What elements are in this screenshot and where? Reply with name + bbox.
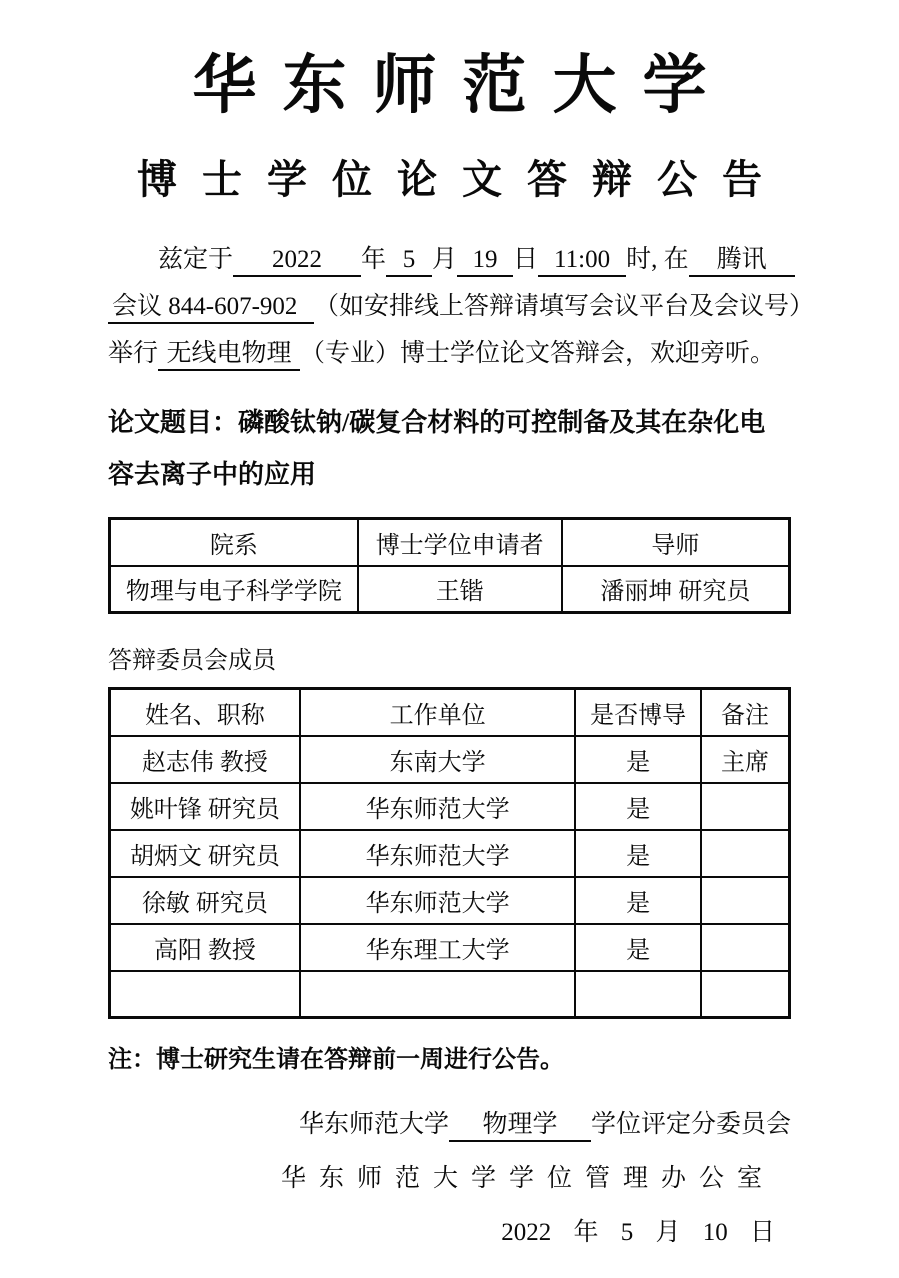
- committee-member-affiliation: 华东师范大学: [300, 783, 575, 830]
- university-title: 华东师范大学: [192, 50, 733, 121]
- thesis-title-label: 论文题目：: [108, 408, 239, 437]
- thesis-title-text: 磷酸钛钠/碳复合材料的可控制备及其在杂化电容去离子中的应用: [108, 408, 766, 489]
- committee-member-supervisor-flag: 是: [575, 877, 701, 924]
- committee-member-name: 胡炳文 研究员: [110, 830, 300, 877]
- committee-member-name: 赵志伟 教授: [110, 736, 300, 783]
- committee-header-affiliation: 工作单位: [300, 689, 575, 736]
- committee-member-name: 徐敏 研究员: [110, 877, 300, 924]
- committee-member-remark: [701, 971, 789, 1018]
- venue-value-part1: 腾讯: [689, 245, 795, 277]
- committee-row: [110, 830, 790, 877]
- committee-empty-row: [110, 971, 790, 1018]
- committee-row: [110, 736, 790, 783]
- committee-section-label: 答辩委员会成员: [108, 648, 276, 674]
- committee-header-remarks: 备注: [701, 689, 789, 736]
- subcommittee-signature-line: [108, 1108, 791, 1142]
- committee-member-remark: [701, 783, 789, 830]
- committee-member-remark: [701, 877, 789, 924]
- signature-block: [108, 1108, 791, 1250]
- committee-header-row: [110, 689, 790, 736]
- signature-date-line: 2022 年 5 月 10 日: [501, 1219, 775, 1246]
- applicant-table-header-row: [110, 519, 790, 566]
- subcommittee-suffix: 学位评定分委员会: [590, 1111, 791, 1138]
- committee-member-affiliation: 华东师范大学: [300, 830, 575, 877]
- subcommittee-prefix: 华东师范大学: [298, 1111, 449, 1138]
- time-value: 11:00: [538, 245, 626, 277]
- degree-office-signature-line: 华东师范大学学位管理办公室: [280, 1165, 775, 1192]
- applicant-name-cell: 王锴: [358, 566, 562, 613]
- applicant-header-advisor: 导师: [562, 519, 790, 566]
- committee-header-doctoral-supervisor: 是否博导: [575, 689, 701, 736]
- committee-row: [110, 783, 790, 830]
- day-label: 日: [513, 246, 539, 273]
- committee-member-affiliation: [300, 971, 575, 1018]
- schedule-line-3: [108, 330, 791, 377]
- applicant-table-row: [110, 566, 790, 613]
- committee-member-supervisor-flag: 是: [575, 830, 701, 877]
- major-value: 无线电物理: [158, 339, 300, 371]
- committee-member-remark: [701, 830, 789, 877]
- committee-member-remark: 主席: [701, 736, 789, 783]
- year-value: 2022: [233, 245, 361, 277]
- schedule-paragraph: [108, 236, 815, 377]
- committee-member-supervisor-flag: 是: [575, 924, 701, 971]
- applicant-table: [108, 517, 791, 614]
- committee-member-name: 高阳 教授: [110, 924, 300, 971]
- subcommittee-major-value: 物理学: [449, 1110, 591, 1142]
- committee-member-supervisor-flag: 是: [575, 783, 701, 830]
- committee-row: [110, 877, 790, 924]
- month-label: 月: [432, 246, 458, 273]
- schedule-line-1: [108, 236, 791, 283]
- committee-member-supervisor-flag: [575, 971, 701, 1018]
- applicant-header-department: 院系: [110, 519, 358, 566]
- day-value: 19: [457, 245, 513, 277]
- time-label: 时, 在: [626, 246, 689, 273]
- committee-table: [108, 687, 791, 1019]
- applicant-header-applicant: 博士学位申请者: [358, 519, 562, 566]
- thesis-title-paragraph: [108, 397, 791, 501]
- schedule-line-2: [108, 283, 815, 330]
- venue-value-part2: 会议 844-607-902: [108, 292, 314, 324]
- year-label: 年: [361, 246, 387, 273]
- committee-member-supervisor-flag: 是: [575, 736, 701, 783]
- footnote: 注：博士研究生请在答辩前一周进行公告。: [108, 1047, 564, 1073]
- hold-suffix: （专业）博士学位论文答辩会，欢迎旁听。: [300, 340, 776, 367]
- hold-prefix: 举行: [108, 340, 159, 367]
- month-value: 5: [386, 245, 432, 277]
- committee-member-affiliation: 东南大学: [300, 736, 575, 783]
- venue-note: （如安排线上答辩请填写会议平台及会议号）: [314, 293, 815, 320]
- committee-row: [110, 924, 790, 971]
- committee-member-remark: [701, 924, 789, 971]
- announcement-title: 博士学位论文答辩公告: [137, 157, 787, 202]
- applicant-advisor-cell: 潘丽坤 研究员: [562, 566, 790, 613]
- committee-member-name: [110, 971, 300, 1018]
- committee-member-name: 姚叶锋 研究员: [110, 783, 300, 830]
- schedule-prefix: 兹定于: [158, 246, 234, 273]
- applicant-department-cell: 物理与电子科学学院: [110, 566, 358, 613]
- committee-member-affiliation: 华东理工大学: [300, 924, 575, 971]
- committee-member-affiliation: 华东师范大学: [300, 877, 575, 924]
- committee-header-name-title: 姓名、职称: [110, 689, 300, 736]
